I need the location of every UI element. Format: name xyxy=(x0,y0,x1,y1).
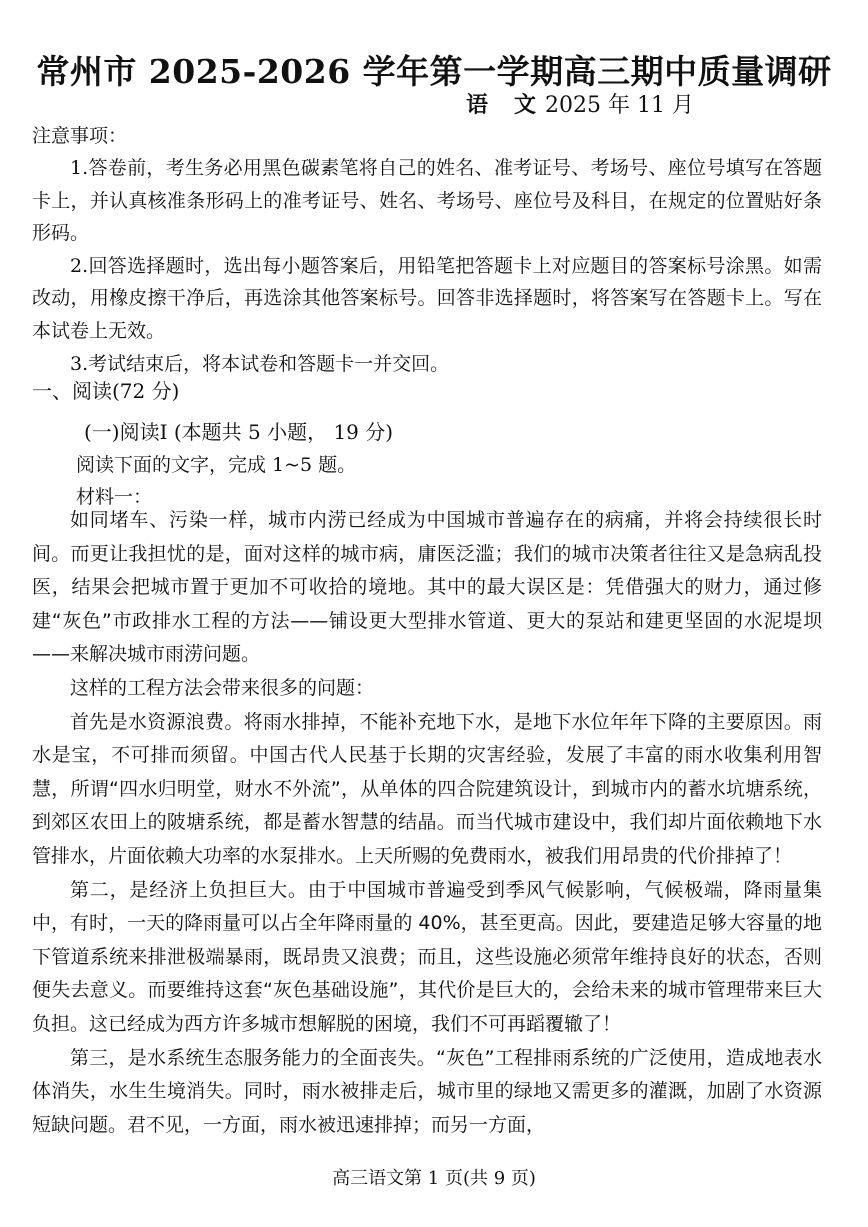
exam-date: 2025 年 11 月 xyxy=(545,93,694,118)
subsection-title: (一)阅读I (本题共 5 小题， 19 分) xyxy=(84,420,394,444)
notice-heading: 注意事项： xyxy=(32,125,128,147)
material-text xyxy=(32,504,822,1142)
material-paragraph: 如同堵车、污染一样，城市内涝已经成为中国城市普遍存在的病痛，并将会持续很长时间。而更让我担忧的是，面对这样的城市病，庸医泛滥；我们的城市决策者往往又是急病乱投医，结果会把城市置于更加不可收拾的境地。其中的最大误区是：凭借强大的财力，通过修建“灰色”市政排水工程的方法——铺设更大型排水管道、更大的泵站和建更坚固的水泥堤坝——来解决城市雨涝问题。 xyxy=(32,509,822,666)
reading-instruction: 阅读下面的文字，完成 1~5 题。 xyxy=(76,454,357,476)
exam-subtitle xyxy=(466,88,694,119)
section-title: 一、阅读(72 分) xyxy=(32,379,180,403)
page-footer: 高三语文第 1 页(共 9 页) xyxy=(332,1168,536,1189)
material-label: 材料一： xyxy=(76,486,153,508)
material-paragraph: 这样的工程方法会带来很多的问题： xyxy=(70,676,375,699)
notice-item: 2.回答选择题时，选出每小题答案后，用铅笔把答题卡上对应题目的答案标号涂黑。如需改动，用橡皮擦干净后，再选涂其他答案标号。回答非选择题时，将答案写在答题卡上。写在本试卷上无效。 xyxy=(32,254,822,342)
material-paragraph: 首先是水资源浪费。将雨水排掉，不能补充地下水，是地下水位年年下降的主要原因。雨水是宝，不可排而须留。中国古代人民基于长期的灾害经验，发展了丰富的雨水收集利用智慧，所谓“四水归明堂，财水不外流”，从单体的四合院建筑设计，到城市内的蓄水坑塘系统，到郊区农田上的陂塘系统，都是蓄水智慧的结晶。而当代城市建设中，我们却片面依赖地下水管排水，片面依赖大功率的水泵排水。上天所赐的免费雨水，被我们用昂贵的代价排掉了！ xyxy=(32,710,822,867)
material-paragraph: 第二，是经济上负担巨大。由于中国城市普遍受到季风气候影响，气候极端，降雨量集中，有时，一天的降雨量可以占全年降雨量的 40%，甚至更高。因此，要建造足够大容量的地下管道系统来排泄极端暴雨，既昂贵又浪费；而且，这些设施必须常年维持良好的状态，否则便失去意义。而要维持这套“灰色基础设施”，其代价是巨大的，会给未来的城市管理带来巨大负担。这已经成为西方许多城市想解脱的困境，我们不可再蹈覆辙了！ xyxy=(32,878,822,1035)
exam-title: 常州市 2025-2026 学年第一学期高三期中质量调研 xyxy=(36,52,832,91)
notice-items xyxy=(32,152,822,380)
subject-label: 语 文 xyxy=(466,92,539,118)
notice-item: 1.答卷前，考生务必用黑色碳素笔将自己的姓名、准考证号、考场号、座位号填写在答题卡上，并认真核准条形码上的准考证号、姓名、考场号、座位号及科目，在规定的位置贴好条形码。 xyxy=(32,157,822,245)
material-paragraph: 第三，是水系统生态服务能力的全面丧失。“灰色”工程排雨系统的广泛使用，造成地表水体消失，水生生境消失。同时，雨水被排走后，城市里的绿地又需更多的灌溉，加剧了水资源短缺问题。君不见，一方面，雨水被迅速排掉；而另一方面， xyxy=(32,1046,822,1136)
notice-item: 3.考试结束后，将本试卷和答题卡一并交回。 xyxy=(70,352,450,375)
